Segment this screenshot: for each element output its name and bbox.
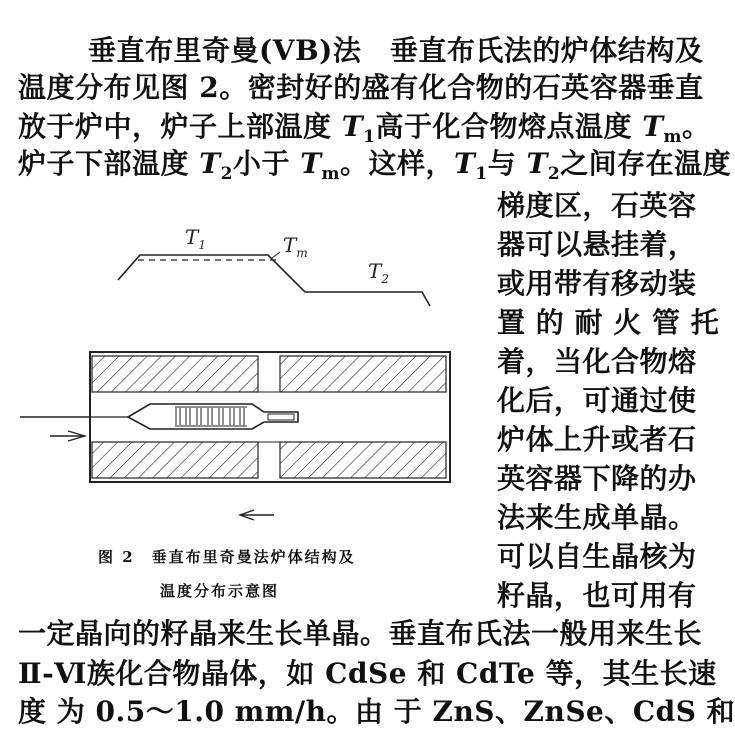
figure-caption-line-1: 图 2 垂直布里奇曼法炉体结构及 xyxy=(98,548,356,566)
text-frag: 小于 xyxy=(232,147,301,180)
symbol-T: T xyxy=(526,147,548,180)
text-line-7: 度 为 0.5～1.0 mm/h。由 于 ZnS、ZnSe、CdS 和 xyxy=(18,695,735,728)
right-col-line: 着，当化合物熔 xyxy=(497,345,697,378)
right-col-line: 炉体上升或者石 xyxy=(497,423,697,456)
movement-arrow xyxy=(240,510,274,520)
text-line-1-rest: 垂直布氏法的炉体结构及 xyxy=(361,34,704,67)
furnace-diagram xyxy=(10,210,488,540)
right-col-line: 置 的 耐 火 管 托 xyxy=(497,306,720,339)
right-col-line: 或用带有移动装 xyxy=(497,267,697,300)
subscript: m xyxy=(663,127,683,147)
text-frag: 高于化合物熔点温度 xyxy=(375,110,643,143)
text-frag: 之间存在温度 xyxy=(560,147,732,180)
right-col-line: 梯度区，石英容 xyxy=(497,189,697,222)
subscript: 1 xyxy=(363,127,376,147)
temperature-profile xyxy=(118,225,430,306)
symbol-T: T xyxy=(341,110,364,143)
figure-caption-line-2: 温度分布示意图 xyxy=(160,582,280,600)
subscript: 1 xyxy=(475,164,488,184)
quartz-container xyxy=(20,404,298,441)
right-col-line: 可以自生晶核为 xyxy=(497,540,697,573)
subscript: 2 xyxy=(220,164,233,184)
symbol-T: T xyxy=(300,147,322,180)
subscript: m xyxy=(321,164,341,184)
text-frag: 放于炉中，炉子上部温度 xyxy=(18,110,342,143)
text-line-4 xyxy=(18,146,731,192)
right-col-line: 化后，可通过使 xyxy=(497,384,697,417)
right-col-line: 法来生成单晶。 xyxy=(497,501,697,534)
label-T2: $T_2$ xyxy=(368,259,389,286)
subscript: 2 xyxy=(547,164,561,184)
text-line-1 xyxy=(88,33,703,69)
right-col-line: 器可以悬挂着， xyxy=(497,228,697,261)
symbol-T: T xyxy=(199,147,221,180)
symbol-T: T xyxy=(454,147,476,180)
text-frag: 。这样， xyxy=(340,147,455,180)
symbol-T: T xyxy=(642,110,664,143)
label-Tm: $T_m$ xyxy=(283,233,308,260)
furnace-body xyxy=(90,352,450,482)
right-col-line: 籽晶，也可用有 xyxy=(497,579,697,612)
text-line-6: Ⅱ-Ⅵ族化合物晶体，如 CdSe 和 CdTe 等，其生长速 xyxy=(18,657,717,690)
text-line-2: 温度分布见图 2。密封好的盛有化合物的石英容器垂直 xyxy=(18,71,704,104)
text-frag: 。 xyxy=(682,110,711,143)
text-frag: 炉子下部温度 xyxy=(18,147,200,180)
text-line-5: 一定晶向的籽晶来生长单晶。垂直布氏法一般用来生长 xyxy=(18,617,703,650)
label-T1: $T_1$ xyxy=(185,225,206,252)
text-frag: 与 xyxy=(487,147,527,180)
right-col-line: 英容器下降的办 xyxy=(497,462,697,495)
section-title: 垂直布里奇曼(VB)法 xyxy=(88,34,362,67)
